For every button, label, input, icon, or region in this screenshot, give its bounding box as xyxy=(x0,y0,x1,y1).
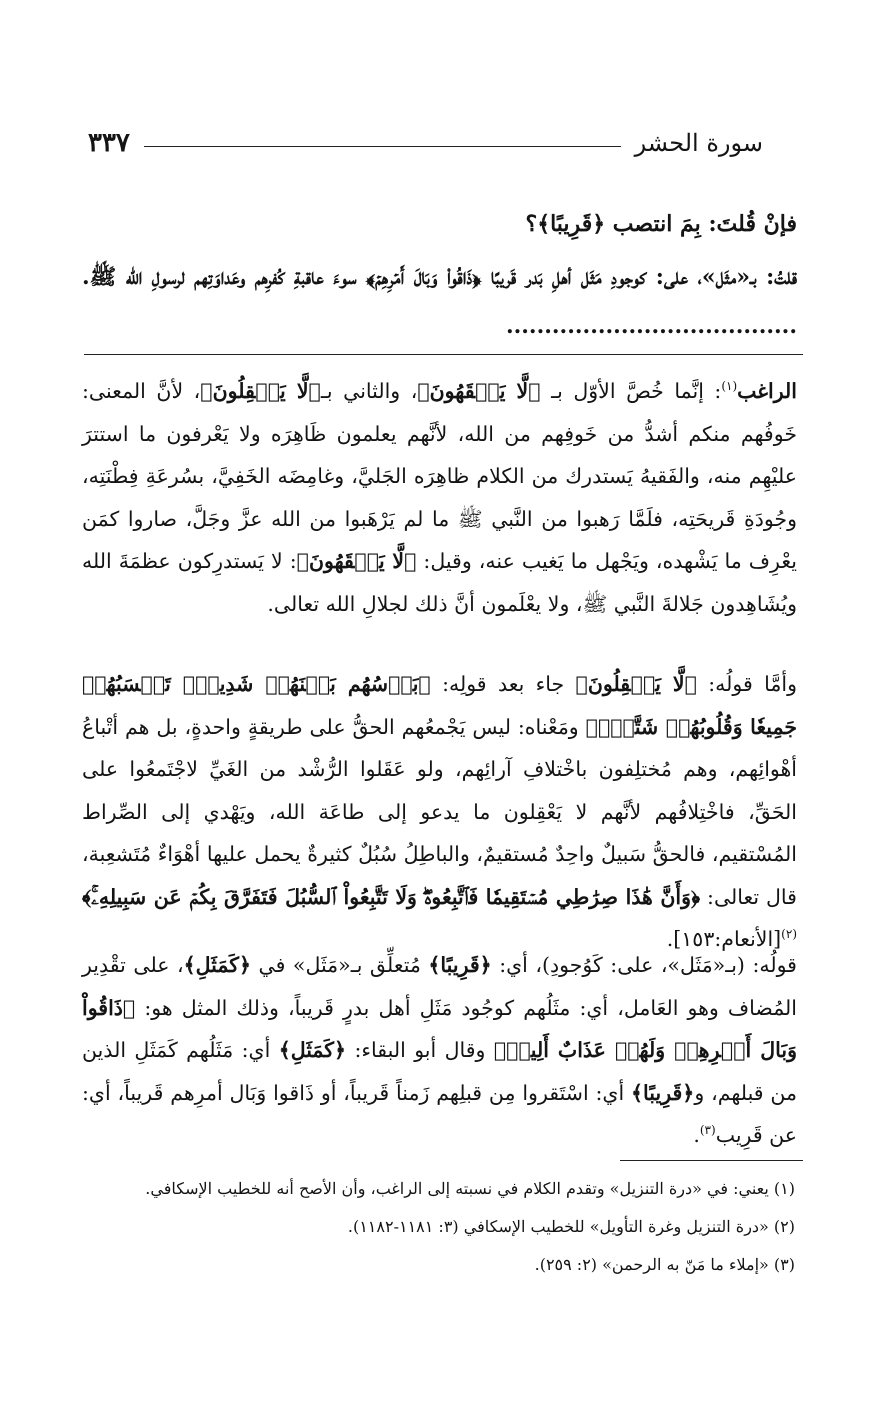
quran-quote: ﴿وَأَنَّ هَٰذَا صِرَٰطِي مُسۡتَقِيمٗا فَٱتَّبِعُوهُۖ وَلَا تَتَّبِعُواْ ٱلسُّبُلَ فَتَفَرَّقَ بِكُمۡ عَن سَبِيلِهِۦۚ﴾ xyxy=(82,884,701,909)
answer-text: سوءَ عاقبةِ كُفرِهم وعَداوَتِهم لرسولِ الله ﷺ. ...................................... xyxy=(82,264,797,339)
quran-quote: ﴿لَّا يَفۡقَهُونَ﴾ xyxy=(296,549,417,573)
commentary-text: ، على تقْدِير المُضاف وهو العَامل، أي: مثَلُهم كوجُود مَثَلِ أهل بدرٍ قَريباً، وذلك المثل هو: xyxy=(82,953,797,1020)
commentary-paragraph xyxy=(82,944,797,1157)
commentary-paragraph xyxy=(82,370,797,625)
footnote-rule xyxy=(620,1160,803,1161)
page-number: ٣٣٧ xyxy=(88,128,130,158)
quran-quote: ﴿كَمَثَلِ﴾ xyxy=(278,1038,347,1062)
footnotes xyxy=(82,1170,795,1284)
question-text: بِمَ انتصب xyxy=(612,211,701,237)
quran-quote: ﴿لَّا يَفۡقَهُونَ﴾ xyxy=(417,379,541,403)
quran-quote: ﴿كَمَثَلِ﴾ xyxy=(183,953,251,977)
commentary-text: : لا يَستدرِكون عظمَةَ الله ويُشَاهِدون جَلالةَ النَّبي ﷺ، ولا يعْلَمون أنَّ ذلك لجلالِ الله تعالى. xyxy=(82,549,797,616)
quran-quote: ﴿لَّا يَعۡقِلُونَ﴾ xyxy=(200,379,321,403)
page-header xyxy=(88,118,763,168)
commentary-text: وأمَّا قولُه: xyxy=(708,672,797,696)
verse-citation: [الأنعام:١٥٣]. xyxy=(666,927,782,951)
commentary-paragraph xyxy=(82,663,797,961)
answer-text: بـ«مثَل»، على: كوجودِ مَثَل أهلِ بَدر قَريبًا xyxy=(490,264,757,290)
quran-quote: ﴿لَّا يَعۡقِلُونَ﴾ xyxy=(575,672,697,696)
commentary-text: وقال أبو البقاء: xyxy=(354,1038,486,1062)
quran-quote: ﴿قَرِيبًا﴾ xyxy=(428,953,492,977)
question-mark: ؟ xyxy=(525,211,538,237)
commentary-text: جاء بعد قولِه: xyxy=(442,672,565,696)
commentary-divider xyxy=(84,354,803,355)
commentary-text: : إنَّما خُصَّ الأوّل بـ xyxy=(551,379,722,403)
footnote: (٢) «درة التنزيل وغرة التأويل» للخطيب الإسكافي (٣: ١١٨١-١١٨٢). xyxy=(347,1217,795,1236)
commentary-text: مُتعلِّق بـ«مَثَل» في xyxy=(258,953,421,977)
header-rule xyxy=(144,146,621,147)
quran-quote: ﴿ذَاقُواْ وَبَالَ أَمۡرِهِمۡ وَلَهُمۡ عَذَابٌ أَلِيمٞ﴾ xyxy=(82,995,797,1062)
commentary-text: ومَعْناه: ليس يَجْمعُهم الحقُّ على طريقةٍ واحدةٍ، بل هم أتْباعُ أهْوائِهم، وهم مُختلِفون باخْتلافِ آرائِهم، ولو عَقَلوا الرُّشْد من الغَيِّ لاجْتَمعُوا على الحَقِّ، فاخْتِلافُهم لأنَّهم لا يَعْقِلون ما يدعو إلى طاعَة الله، ويَهْدي إلى الصِّراط المُسْتقيم، فالحقُّ سَبيلٌ واحِدٌ مُستقيمٌ، والباطِلُ سُبُلٌ كثيرةٌ يحمل عليها أهْوَاءٌ مُتَشعِبة، قال تعالى: xyxy=(82,714,797,909)
answer-label: قلتُ: xyxy=(766,264,797,290)
question-label: فإنْ قُلتَ: xyxy=(708,211,797,237)
footnote: (٣) «إملاء ما مَنّ به الرحمن» (٢: ٢٥٩). xyxy=(534,1255,795,1274)
main-question xyxy=(82,200,797,249)
scholar-name: الراغب xyxy=(737,379,797,403)
footnote-ref: (٢) xyxy=(781,927,797,942)
commentary-text: أي: اسْتَقروا مِن قبلِهم زَمناً قَريباً، أو ذَاقوا وَبَال أمرِهم قَريباً، أي: عن قَرِيب xyxy=(82,1080,797,1147)
commentary-text: ، والثاني بـ xyxy=(320,379,418,403)
footnote-ref: (٣) xyxy=(699,1123,716,1138)
commentary-text: ، لأنَّ المعنى: خَوفُهم منكم أشدُّ من خَوفِهم من الله، لأنَّهم يعلمون ظَاهِرَه ولا يَعْرفون ما استترَ عليْهِم منه، والفَقيهُ يَستدرك من الكلام ظاهِرَه الجَليَّ، وغامِضَه الخَفِيَّ، بسُرعَةِ فِطْنَتِه، وجُودَةِ قَريحَتِه، فلَمَّا رَهبوا من النَّبي ﷺ ما لم يَرْهَبوا من الله عزَّ وجَلَّ، صاروا كمَن يعْرِف ما يَشْهده، ويَجْهل ما يَغيب عنه، وقيل: xyxy=(82,379,797,573)
quran-quote: ﴿قَرِيبًا﴾ xyxy=(631,1080,695,1105)
quran-quote: ﴿قَرِيبًا﴾ xyxy=(537,211,606,237)
footnote: (١) يعني: في «درة التنزيل» وتقدم الكلام في نسبته إلى الراغب، وأن الأصح أنه للخطيب الإسكافي. xyxy=(145,1179,795,1198)
quran-quote: ﴿بَأۡسُهُم بَيۡنَهُمۡ شَدِيدٞۚ تَحۡسَبُهُمۡ جَمِيعٗا وَقُلُوبُهُمۡ شَتَّىٰۚ﴾ xyxy=(82,672,797,739)
commentary-text: قولُه: (بـ«مَثَل»، على: كَوُجودِ)، أي: xyxy=(499,953,797,977)
commentary-text: أي: مَثَلُهم كَمَثَلِ الذين من قبلهم، و xyxy=(82,1038,797,1105)
commentary-text: . xyxy=(693,1123,700,1147)
main-answer xyxy=(82,253,797,351)
footnote-ref: (١) xyxy=(721,379,738,394)
surah-name: سورة الحشر xyxy=(634,129,763,157)
quran-quote: ﴿ذَاقُواْ وَبَالَ أَمۡرِهِمۡ﴾ xyxy=(366,264,482,290)
